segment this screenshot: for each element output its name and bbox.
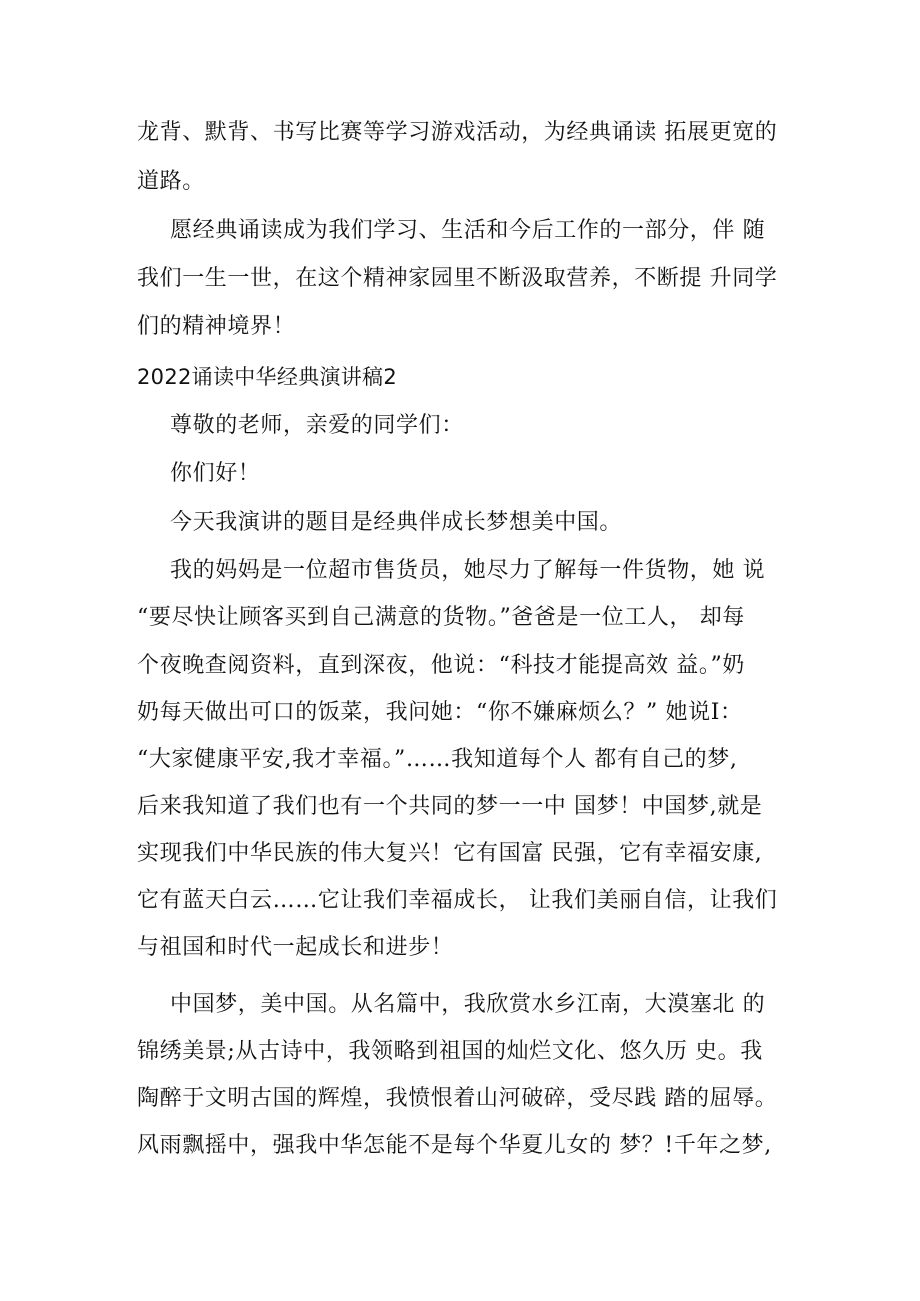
text-line: “要尽快让顾客买到自己满意的货物。”爸爸是一位工人， 却每 [137, 605, 745, 630]
text-line: 后来我知道了我们也有一个共同的梦一一中 国梦！中国梦,就是 [137, 794, 763, 819]
text-line: 尊敬的老师，亲爱的同学们： [170, 413, 464, 438]
text-line: 们的精神境界！ [137, 314, 296, 339]
text-line: 今天我演讲的题目是经典伴成长梦想美中国。 [170, 510, 623, 535]
text-line: 龙背、默背、书写比赛等学习游戏活动，为经典诵读 拓展更宽的 [137, 120, 778, 145]
text-line: 实现我们中华民族的伟大复兴！它有国富 民强，它有幸福安康, [137, 841, 763, 866]
text-line: 中国梦，美中国。从名篇中，我欣赏水乡江南，大漠塞北 的 [170, 992, 766, 1017]
text-line: “大家健康平安,我才幸福。”……我知道每个人 都有自己的梦, [137, 747, 738, 772]
text-line: 道路。 [137, 169, 205, 194]
text-line: 我们一生一世，在这个精神家园里不断汲取营养，不断提 升同学 [137, 266, 778, 291]
text-line: 个夜晚查阅资料，直到深夜，他说：“科技才能提高效 益。”奶 [137, 653, 745, 678]
text-line: 与祖国和时代一起成长和进步！ [137, 935, 454, 960]
text-line: 锦绣美景;从古诗中，我领略到祖国的灿烂文化、悠久历 史。我 [137, 1039, 763, 1064]
section-heading: 2022诵读中华经典演讲稿2 [137, 365, 398, 389]
text-line: 陶醉于文明古国的辉煌，我愤恨着山河破碎，受尽践 踏的屈辱。 [137, 1086, 778, 1111]
text-line: 愿经典诵读成为我们学习、生活和今后工作的一部分，伴 随 [170, 218, 766, 243]
text-line: 你们好！ [170, 461, 261, 486]
text-line: 它有蓝天白云……它让我们幸福成长， 让我们美丽自信，让我们 [137, 888, 778, 913]
text-line: 我的妈妈是一位超市售货员，她尽力了解每一件货物，她 说 [170, 558, 766, 583]
text-line: 奶每天做出可口的饭菜，我问她：“你不嫌麻烦么？” 她说I： [137, 700, 743, 725]
text-line: 风雨飘摇中，强我中华怎能不是每个华夏儿女的 梦？!千年之梦, [137, 1133, 772, 1158]
